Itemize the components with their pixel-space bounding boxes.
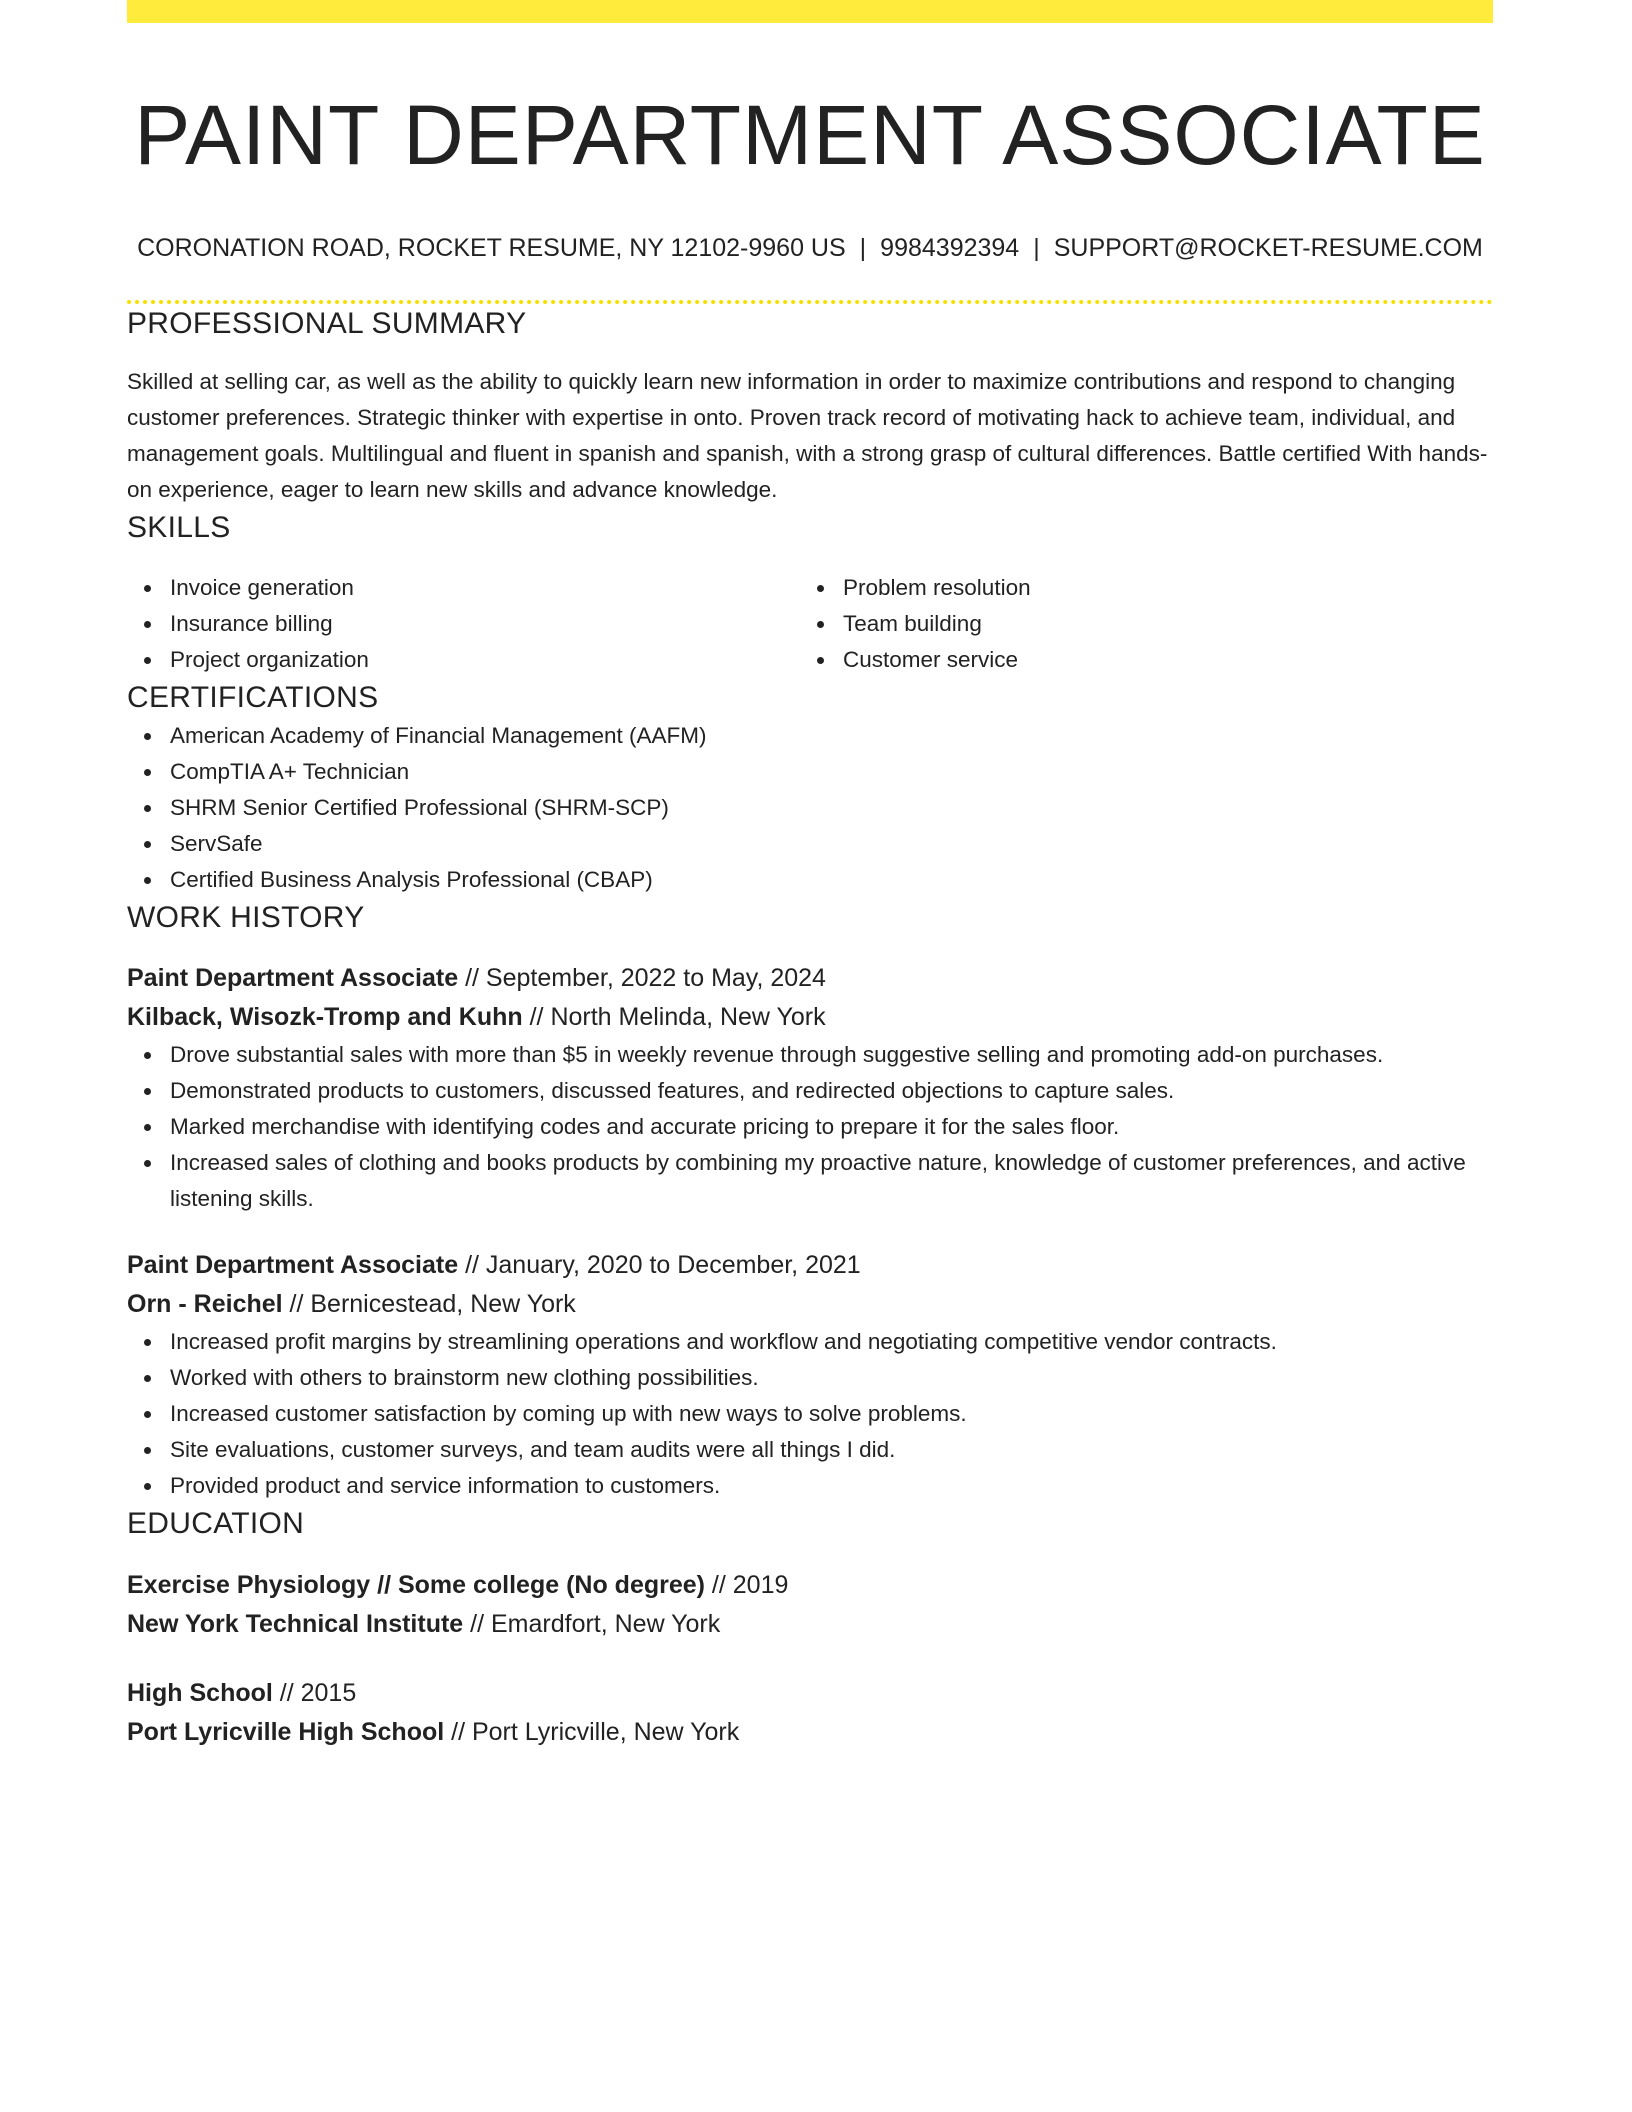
job-duty: Provided product and service information to customers. [127, 1468, 1493, 1504]
skill-item: Problem resolution [800, 570, 1473, 606]
job-title: Paint Department Associate [127, 964, 459, 992]
job-duty: Site evaluations, customer surveys, and team audits were all things I did. [127, 1432, 1493, 1468]
contact-separator: | [1033, 234, 1040, 262]
work-history-heading: WORK HISTORY [127, 901, 365, 934]
skill-item: Customer service [800, 642, 1473, 678]
job-entry [127, 1246, 1493, 1504]
education-location: // Emardfort, New York [463, 1610, 721, 1638]
education-school-line [127, 1713, 1493, 1752]
skill-item: Insurance billing [127, 606, 800, 642]
job-title: Paint Department Associate [127, 1251, 459, 1279]
job-entry [127, 959, 1493, 1217]
job-company: Kilback, Wisozk-Tromp and Kuhn [127, 1003, 523, 1031]
education-degree: Exercise Physiology // Some college (No degree) [127, 1571, 705, 1599]
job-duty: Drove substantial sales with more than $5 in weekly revenue through suggestive selling and promoting add-on purchases. [127, 1037, 1493, 1073]
skill-item: Project organization [127, 642, 800, 678]
job-duty: Worked with others to brainstorm new clothing possibilities. [127, 1360, 1493, 1396]
contact-phone: 9984392394 [880, 234, 1020, 262]
accent-bar [127, 0, 1493, 23]
certification-item: ServSafe [127, 826, 1493, 862]
education-entry [127, 1566, 1493, 1644]
skill-item: Invoice generation [127, 570, 800, 606]
summary-text: Skilled at selling car, as well as the ability to quickly learn new information in order to maximize contributions and respond to changing customer preferences. Strategic thinker with expertise in onto. Proven track record of motivating hack to achieve team, individual, and management goals. Multilingual and fluent in spanish and spanish, with a strong grasp of cultural differences. Battle certified With hands-on experience, eager to learn new skills and advance knowledge. [127, 369, 1488, 502]
certification-item: CompTIA A+ Technician [127, 754, 1493, 790]
job-company-line [127, 998, 1493, 1037]
education-school: Port Lyricville High School [127, 1718, 445, 1746]
resume-content [127, 0, 1493, 1752]
skills-right-column [800, 570, 1473, 678]
education-degree: High School [127, 1679, 273, 1707]
job-duty: Increased sales of clothing and books products by combining my proactive nature, knowledge of customer preferences, and active listening skills. [127, 1145, 1493, 1217]
education-heading: EDUCATION [127, 1507, 305, 1540]
job-dates: // January, 2020 to December, 2021 [458, 1251, 861, 1279]
education-school-line [127, 1605, 1493, 1644]
job-location: // Bernicestead, New York [282, 1290, 576, 1318]
contact-line [127, 231, 1493, 265]
job-duty: Marked merchandise with identifying codes and accurate pricing to prepare it for the sales floor. [127, 1109, 1493, 1145]
job-company-line [127, 1285, 1493, 1324]
contact-separator: | [859, 234, 867, 262]
education-entry [127, 1674, 1493, 1752]
education-year: // 2015 [272, 1679, 357, 1707]
certification-item: SHRM Senior Certified Professional (SHRM-SCP) [127, 790, 1493, 826]
education-degree-line [127, 1674, 1493, 1713]
contact-address: CORONATION ROAD, ROCKET RESUME, NY 12102-9960 US [137, 234, 846, 262]
summary-heading: PROFESSIONAL SUMMARY [127, 307, 527, 340]
certification-item: American Academy of Financial Management (AAFM) [127, 718, 1493, 754]
skills-left-column [127, 570, 800, 678]
job-duty: Increased customer satisfaction by coming up with new ways to solve problems. [127, 1396, 1493, 1432]
skills-heading: SKILLS [127, 511, 231, 544]
job-duty: Increased profit margins by streamlining operations and workflow and negotiating competitive vendor contracts. [127, 1324, 1493, 1360]
contact-email: SUPPORT@ROCKET-RESUME.COM [1053, 234, 1483, 262]
skills-grid [127, 570, 1493, 678]
resume-title: PAINT DEPARTMENT ASSOCIATE [134, 88, 1486, 182]
education-degree-line [127, 1566, 1493, 1605]
education-year: // 2019 [704, 1571, 789, 1599]
education-school: New York Technical Institute [127, 1610, 464, 1638]
job-duties-list [127, 1324, 1493, 1504]
certifications-heading: CERTIFICATIONS [127, 681, 379, 714]
job-company: Orn - Reichel [127, 1290, 283, 1318]
job-location: // North Melinda, New York [522, 1003, 826, 1031]
job-dates: // September, 2022 to May, 2024 [458, 964, 826, 992]
job-title-line [127, 959, 1493, 998]
skill-item: Team building [800, 606, 1473, 642]
certifications-list [127, 718, 1493, 898]
certification-item: Certified Business Analysis Professional (CBAP) [127, 862, 1493, 898]
education-location: // Port Lyricville, New York [444, 1718, 740, 1746]
job-duty: Demonstrated products to customers, discussed features, and redirected objections to capture sales. [127, 1073, 1493, 1109]
job-title-line [127, 1246, 1493, 1285]
job-duties-list [127, 1037, 1493, 1217]
